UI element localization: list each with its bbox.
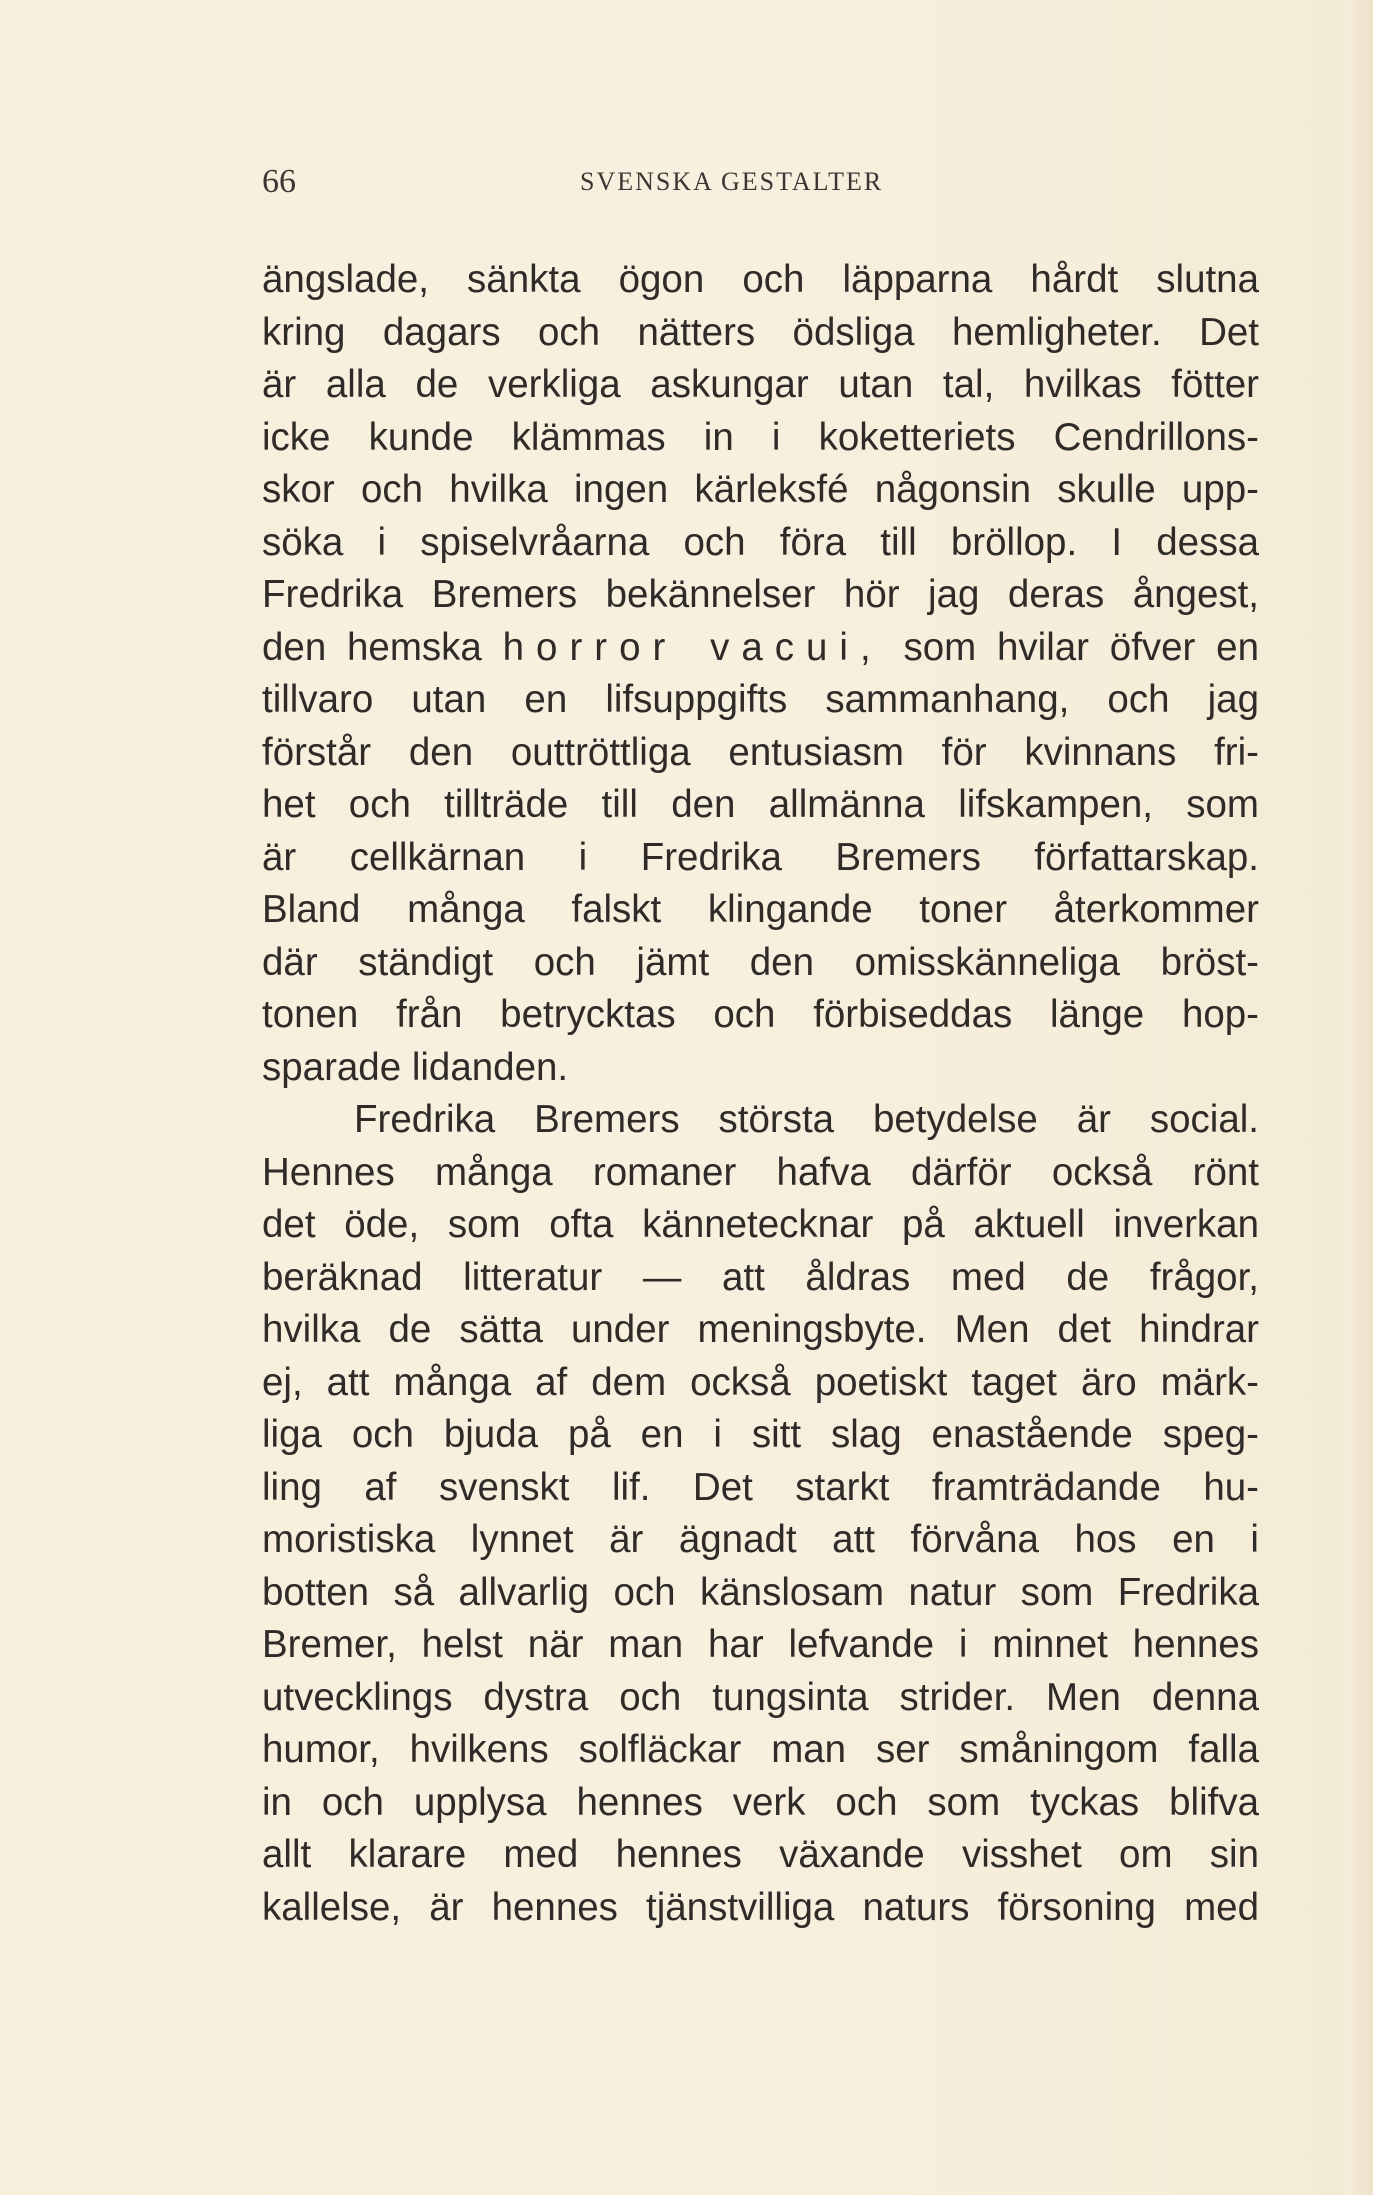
text-line: ling af svenskt lif. Det starkt framträdande hu- — [262, 1465, 1259, 1509]
text-line: är cellkärnan i Fredrika Bremers författarskap. — [262, 835, 1259, 879]
text-line: sparade lidanden. — [262, 1045, 569, 1089]
text-line: kallelse, är hennes tjänstvilliga naturs försoning med — [262, 1885, 1259, 1929]
text-line: Fredrika Bremers bekännelser hör jag deras ångest, — [262, 573, 1259, 616]
text-line: Bland många falskt klingande toner återkommer — [262, 888, 1259, 931]
page-number: 66 — [262, 163, 296, 200]
text-line: botten så allvarlig och känslosam natur som Fredrika — [262, 1570, 1259, 1614]
running-head: SVENSKA GESTALTER — [580, 167, 884, 196]
text-segment: den hemska — [262, 625, 482, 669]
text-line: ängslade, sänkta ögon och läpparna hårdt slutna — [262, 258, 1259, 301]
text-line — [262, 622, 1259, 675]
text-line: söka i spiselvråarna och föra till bröllop. I dessa — [262, 520, 1259, 564]
text-line: kring dagars och nätters ödsliga hemligheter. Det — [262, 310, 1259, 354]
text-line: Fredrika Bremers största betydelse är social. — [354, 1098, 1259, 1141]
text-line: där ständigt och jämt den omisskänneliga bröst- — [262, 940, 1259, 984]
text-line: skor och hvilka ingen kärleksfé någonsin skulle upp- — [262, 468, 1259, 511]
text-segment: som hvilar öfver en — [903, 625, 1259, 669]
page-edge — [1345, 0, 1373, 2195]
text-line: Hennes många romaner hafva därför också rönt — [262, 1150, 1259, 1194]
text-line: beräknad litteratur — att åldras med de frågor, — [262, 1255, 1259, 1299]
latin-phrase: horror vacui, — [502, 625, 883, 669]
text-line: liga och bjuda på en i sitt slag enastående speg- — [262, 1413, 1259, 1456]
text-line: in och upplysa hennes verk och som tyckas blifva — [262, 1780, 1259, 1824]
body-text — [262, 254, 1259, 1934]
text-line: är alla de verkliga askungar utan tal, hvilkas fötter — [262, 363, 1259, 406]
text-line: tonen från betrycktas och förbiseddas länge hop- — [262, 993, 1259, 1036]
text-line: humor, hvilkens solfläckar man ser småningom falla — [262, 1728, 1259, 1771]
text-line: hvilka de sätta under meningsbyte. Men det hindrar — [262, 1308, 1259, 1351]
text-line: allt klarare med hennes växande visshet om sin — [262, 1833, 1259, 1876]
page-header — [262, 160, 1262, 204]
text-line: ej, att många af dem också poetiskt taget äro märk- — [262, 1360, 1259, 1404]
text-line: tillvaro utan en lifsuppgifts sammanhang, och jag — [262, 678, 1259, 721]
text-line: icke kunde klämmas in i koketteriets Cendrillons- — [262, 415, 1259, 459]
text-line: utvecklings dystra och tungsinta strider. Men denna — [262, 1675, 1259, 1719]
text-line: Bremer, helst när man har lefvande i minnet hennes — [262, 1623, 1259, 1666]
text-line: het och tillträde till den allmänna lifskampen, som — [262, 783, 1259, 826]
text-line: förstår den outtröttliga entusiasm för kvinnans fri- — [262, 730, 1259, 774]
text-line: moristiska lynnet är ägnadt att förvåna hos en i — [262, 1518, 1259, 1561]
text-line: det öde, som ofta kännetecknar på aktuell inverkan — [262, 1203, 1259, 1246]
